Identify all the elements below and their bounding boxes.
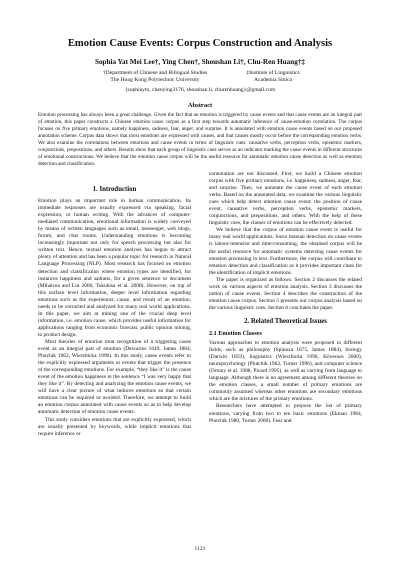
intro-paragraph-6: The paper is organized as follows. Section 2 discusses the related work on various aspects of emotion analysis. Section 3 discusses the notion of cause events. Section 4 describes the construction of the emotion cause corpus. Section 5 presents our corpus analysis based on the various linguistic cues. Section 6 concludes the paper.	[209, 276, 362, 311]
intro-paragraph-3: This study considers emotions that are explicitly expressed, which are usually presented by keywords, while implicit emotions that require inference or	[38, 416, 191, 437]
affiliation-right	[228, 70, 318, 85]
paper-title: Emotion Cause Events: Corpus Construction and Analysis	[67, 38, 333, 49]
author-list: Sophia Yat Mei Lee†, Ying Chen†, Shoushan Li†, Chu-Ren Huang†‡	[94, 58, 306, 66]
left-column	[38, 180, 191, 438]
intro-paragraph-1: Emotion plays an important role in human communication. Its immediate responses are usually expressed via speaking, facial expression, or human writing. With the advances of computer-mediated communication, emotional information is widely conveyed by means of written languages such as email, messenger, web blogs, forum, and chat rooms. Understanding emotions is becoming increasingly important not only for speech processing but also for written text. Hence, textual emotion analysis has begun to attract plenty of attention and has been a popular topic for research in Natural Language Processing (NLP). Most research has focused on emotion detection and classification where emotion types are identified, for instances happiness and sadness, for a given sentence or document (Mihalcea and Liu 2006, Tokuhisa et al. 2008). However, on top of this surface level information, deeper level information regarding emotions such as the experiencer, cause, and result of an emotion, needs to be extracted and analyzed for many real world applications. In this paper, we aim at mining one of the crucial deep level information, i.e. emotion cause, which provides useful information for applications ranging from economic forecast, public opinion mining, to product design.	[38, 198, 191, 338]
intro-paragraph-4: connotation are not discussed. First, we build a Chinese emotion corpus with five primary emotions, i.e. happiness, sadness, anger, fear, and surprise. Then, we annotate the cause event of each emotion verbs. Based on the annotated data, we examine the various linguistic cues which help detect emotion cause event: the position of cause event, causative verbs, perception verbs, epistemic markers, conjunctions, and prepositions, and others. With the help of these linguistic cues, the classes of emotions can be effectively detected.	[209, 171, 362, 227]
author-emails: {sophiaym, chenying3176, shoushan.li, churenhuang}@gmail.com	[124, 87, 276, 93]
right-column	[209, 171, 362, 425]
affiliation-university: The Hong Kong Polytechnic University	[110, 77, 200, 84]
affiliation-dept: †Department of Chinese and Bilingual Studies	[102, 70, 208, 76]
abstract-text: Emotion processing has always been a great challenge. Given the fact that an emotion is triggered by cause events and that cause events are an integral part of emotion, this paper constructs a Chinese emotion cause corpus as a first step towards automatic inference of cause-emotion correlation. The corpus focuses on five primary emotions, namely happiness, sadness, fear, anger, and surprise. It is annotated with emotion cause events based on our proposed annotation scheme. Corpus data shows that most emotions are expressed with causes, and that causes mostly occur before the corresponding emotion verbs. We also examine the correlations between emotions and cause events in terms of linguistic cues: causative verbs, perception verbs, epistemic markers, conjunctions, prepositions, and others. Results show that each group of linguistic cues serves as an indicator marking the cause events in different structures of emotional constructions. We believe that the emotion cause corpus will be the useful resource for automatic emotion cause detection as well as emotion detection and classification.	[38, 112, 362, 168]
intro-paragraph-5: We believe that the corpus of emotion cause event is useful for many real world applications. Since manual detection on cause events is labour-intensive and time-consuming, the obtained corpus will be the useful resource for automatic systems detecting cause events for emotion processing in text. Furthermore, the corpus will contribute to emotion detection and classification as it provides important clues for the identification of implicit emotions.	[209, 227, 362, 276]
affiliation-academy: Academia Sinica	[253, 77, 293, 84]
section-2-heading: 2. Related Theoretical Issues	[244, 317, 327, 325]
related-paragraph-1: Various approaches to emotion analysis were proposed in different fields, such as philosophy (Spinoza 1675, James 1884), biology (Darwin 1859), linguistics (Wierzbicka 1996, Kövecses 2000), neuropsychology (Plutchik 1962, Turner 1996), and computer science (Ortony et al. 1988, Picard 1995), as well as varying from language to language. Although there is no agreement among different theories on the emotion classes, a small number of primary emotions are commonly assumed whereas other emotions are secondary emotions which are the mixtures of the primary emotions.	[209, 340, 362, 403]
affiliation-institute: ‡Institute of Linguistics	[246, 70, 300, 76]
affiliation-left	[95, 70, 215, 85]
abstract-heading: Abstract	[187, 102, 213, 109]
section-1-heading: 1. Introduction	[92, 186, 137, 193]
page-number: 1121	[194, 546, 206, 552]
subsection-2-1-heading: 2.1 Emotion Classes	[209, 329, 262, 337]
related-paragraph-2: Researchers have attempted to propose the list of primary emotions, varying from two to ten basic emotions (Ekman 1984, Plutchik 1980, Turner 2000). Fear and	[209, 403, 362, 424]
intro-paragraph-2: Most theories of emotion treat recognition of a triggering cause event as an integral part of emotion (Descartes 1649, James 1884, Plutchik 1962, Wierzbicka 1996). In this study, cause events refer to the explicitly expressed arguments or events that trigger the presence of the corresponding emotions. For example, “they like it” is the cause event of the emotion happiness in the sentence “I was very happy that they like it”. By detecting and analyzing the emotion cause events, we will have a clear picture of what induces emotions so that certain emotions can be inquired or avoided. Therefore, we attempt to build an emotion corpus annotated with cause events so as to help develop automatic detection of emotion cause events.	[38, 338, 191, 416]
